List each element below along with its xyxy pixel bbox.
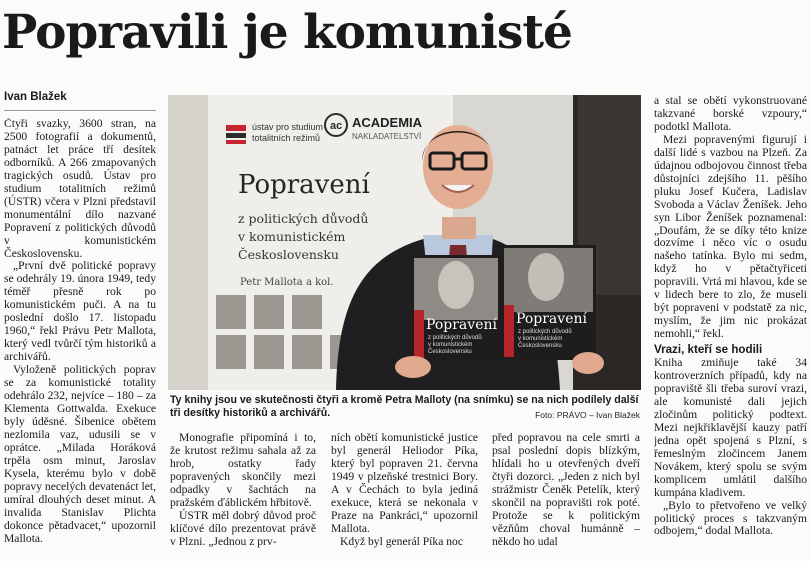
book-title: Popravení bbox=[426, 317, 497, 333]
paragraph: ÚSTR měl dobrý důvod proč klíčové dílo prezentovat právě v Plzni. „Jednou z prv- bbox=[170, 508, 316, 548]
svg-text:Československu: Československu bbox=[518, 343, 562, 349]
svg-text:Popravení: Popravení bbox=[516, 311, 587, 327]
institute-text-2: totalitních režimů bbox=[252, 133, 321, 143]
paragraph: Vyloženě politických poprav se za komunistické totality odehrálo 232, nejvíce – 180 – za Klementa Gottwalda. Exekuce byly úděsné. Šibenice obětem nezlomila vaz, udusili se v oprátce. „Milada Horáková trpěla osm minut, Jaroslav Kysela, kterému bylo v době popravy necelých devatenáct let, umíral dlouhých deset minut. A invalida Stanislav Plichta dokonce pětadvacet,“ upozornil Mallota. bbox=[4, 363, 156, 545]
paragraph: Čtyři svazky, 3600 stran, na 2500 fotografií a dokumentů, patnáct let práce tří desítek odborníků. A 266 zmapovaných tragických osudů. Ústav pro studium totalitních režimů (ÚSTR) včera v Plzni představil monumentální dílo nazvané Popravení z politických důvodů v komunistickém Československu. bbox=[4, 118, 156, 260]
column-4 bbox=[492, 432, 640, 560]
banner-line-4: Československu bbox=[238, 247, 339, 262]
banner-authors: Petr Mallota a kol. bbox=[240, 277, 334, 288]
publisher-sub: NAKLADATELSTVÍ bbox=[352, 132, 422, 141]
svg-text:v komunistickém: v komunistickém bbox=[518, 336, 563, 342]
book-line-4: Československu bbox=[428, 349, 472, 355]
institute-text-1: ústav pro studium bbox=[252, 122, 324, 132]
book-line-2: z politických důvodů bbox=[428, 335, 482, 341]
paragraph: ních obětí komunistické justice byl generál Heliodor Píka, který byl popraven 21. června 1949 v plzeňské trestnici Bory. A v Čechách to byla jediná exekuce, která se nekonala v Praze na Pankráci,“ upozornil Mallota. bbox=[331, 432, 478, 535]
headline: Popravili je komunisté bbox=[2, 5, 572, 60]
paragraph: Mezi popravenými figurují i další lidé s vazbou na Plzeň. Za údajnou odbojovou činnost třeba důstojníci zdejšího 11. pěšího pluku Josef Kučera, Ladislav Svoboda a Václav Ženíšek. Jeho syn Libor Ženíšek poznamenal: „Doufám, že se díky této knize dozvíme i něco víc o osudu našeho tatínka. Bylo mi sedm, když ho v pětačtyřiceti popravili. Vrtá mi hlavou, kde se v lidech bere to zlo, že museli být popraveni v podstatě za nic, myslím, že jim nic prokázat nemohli,“ řekl. bbox=[654, 132, 807, 341]
paragraph: Kniha zmiňuje také 34 kontroverzních případů, kdy na popraviště šli třeba suroví vrazi, ale komunisté dali jejich zločinům politický podtext. Mezi nejkřiklavější kauzy patří jedna opět spojená s Plzní, s řemeslným zločincem Janem Novákem, který spolu se svým komplicem umlátil dalšího kumpána kladivem. bbox=[654, 356, 807, 499]
author-byline: Ivan Blažek bbox=[4, 91, 67, 103]
svg-text:ac: ac bbox=[330, 120, 343, 132]
book-2 bbox=[501, 245, 596, 360]
photo-caption: Ty knihy jsou ve skutečnosti čtyři a kromě Petra Malloty (na snímku) se na nich podílely další tři desítky historiků a archivářů. bbox=[170, 394, 639, 419]
book-1 bbox=[411, 255, 501, 365]
paragraph: Když byl generál Píka noc bbox=[340, 534, 463, 548]
article-photo bbox=[168, 95, 641, 390]
paragraph: „První dvě politické popravy se odehrály 19. února 1949, tedy téměř přesně rok po komunistickém puči. A na tu poslední došlo 17. listopadu 1960,“ řekl Právu Petr Mallota, který vedl tvůrčí tým historiků a archivářů. bbox=[4, 259, 156, 364]
banner-title: Popravení bbox=[238, 170, 370, 200]
paragraph: před popravou na cele smrti a psal poslední dopis blízkým, hlídali ho u otevřených dveří čtyři dozorci. „Jeden z nich byl strážmistr Čeněk Petelík, který skončil na popravišti rok poté. Protože se k politickým vězňům choval humánně – někdo ho udal bbox=[492, 432, 640, 548]
column-1 bbox=[4, 118, 156, 558]
banner-line-3: v komunistickém bbox=[238, 229, 346, 244]
publisher-name: ACADEMIA bbox=[352, 115, 423, 130]
paragraph: Monografie připomíná i to, že krutost režimu sahala až za hrob, ostatky řady popravených skončily mezi odpadky v šachtách na pražském ďáblickém hřbitově. bbox=[170, 432, 316, 509]
byline-rule bbox=[4, 110, 156, 111]
subheading: Vrazi, kteří se hodili bbox=[654, 343, 763, 357]
paragraph: „Bylo to přetvořeno ve velký politický proces s takzvaným odbojem,“ dodal Mallota. bbox=[654, 498, 807, 538]
book-line-3: v komunistickém bbox=[428, 342, 473, 348]
banner-line-2: z politických důvodů bbox=[238, 211, 369, 226]
svg-text:z politických důvodů: z politických důvodů bbox=[518, 329, 572, 335]
column-5 bbox=[654, 95, 807, 560]
ustr-logo-icon bbox=[226, 125, 246, 144]
paragraph: a stal se obětí vykonstruované takzvané borské vzpoury,“ podotkl Mallota. bbox=[654, 95, 807, 133]
column-2 bbox=[170, 432, 316, 560]
column-3 bbox=[331, 432, 478, 560]
photo-credit: Foto: PRÁVO – Ivan Blažek bbox=[535, 410, 640, 420]
